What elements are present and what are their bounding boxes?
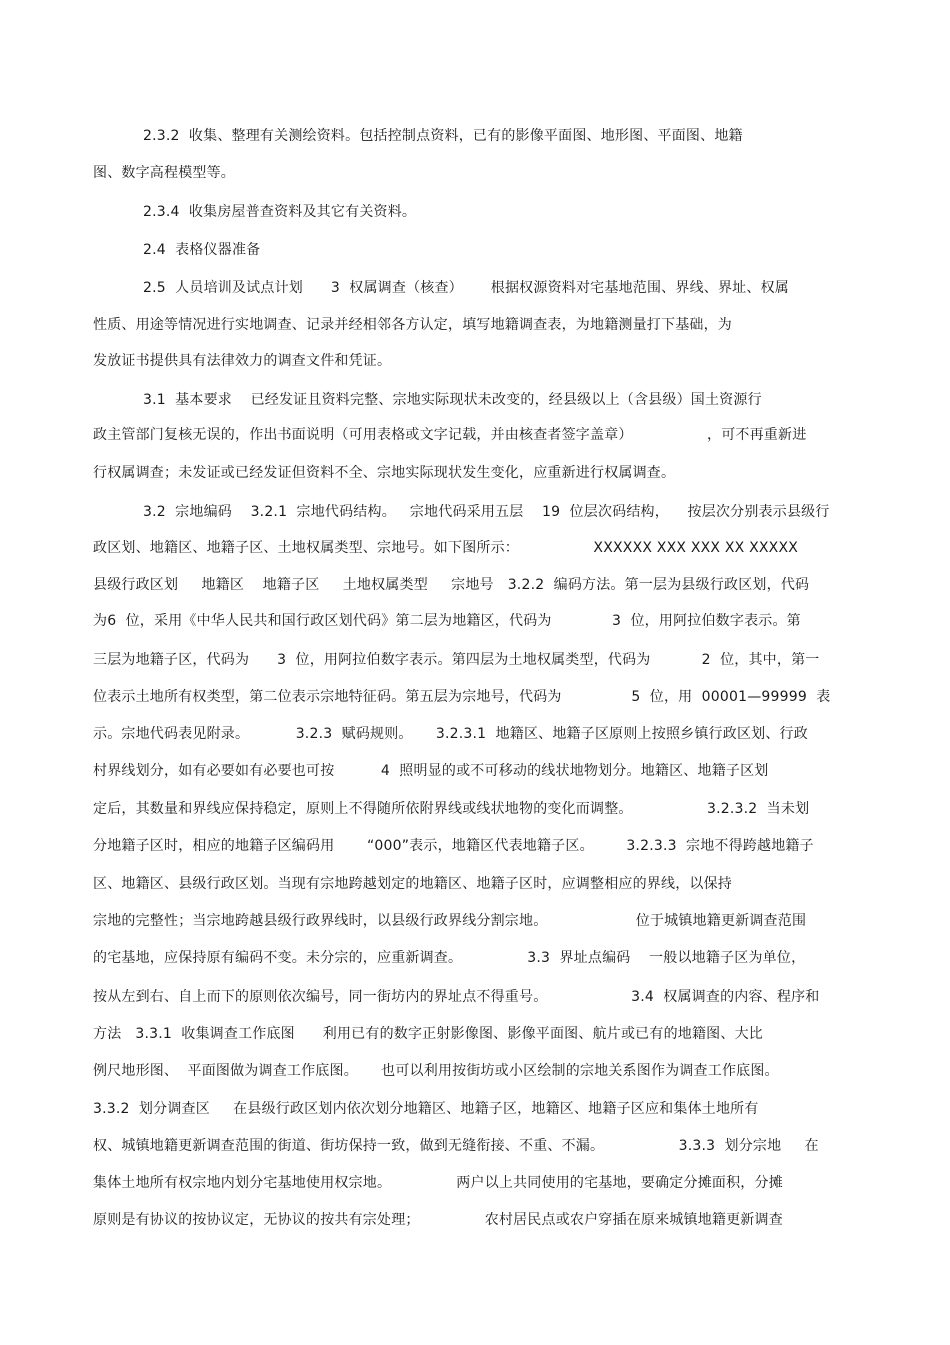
text-line: 原则是有协议的按协议定，无协议的按共有宗处理； 农村居民点或农户穿插在原来城镇地籍更新调查 [93,1212,783,1228]
text-line: 例尺地形图、 平面图做为调查工作底图。 也可以利用按街坊或小区绘制的宗地关系图作为调查工作底图。 [93,1063,779,1079]
text-line: 2.4 表格仪器准备 [143,242,261,258]
text-line: 2.3.2 收集、整理有关测绘资料。包括控制点资料，已有的影像平面图、地形图、平面图、地籍 [143,128,743,144]
text-line: 行权属调查；未发证或已经发证但资料不全、宗地实际现状发生变化，应重新进行权属调查。 [93,465,676,481]
text-line: 集体土地所有权宗地内划分宅基地使用权宗地。 两户以上共同使用的宅基地，要确定分摊面积，分摊 [93,1175,783,1191]
text-line: 按从左到右、自上而下的原则依次编号，同一街坊内的界址点不得重号。 3.4 权属调查的内容、程序和 [93,989,820,1005]
text-line: 性质、用途等情况进行实地调查、记录并经相邻各方认定，填写地籍调查表，为地籍测量打下基础，为 [93,317,732,333]
text-line: 3.3.2 划分调查区 在县级行政区划内依次划分地籍区、地籍子区，地籍区、地籍子区应和集体土地所有 [93,1101,759,1117]
text-line: 政区划、地籍区、地籍子区、土地权属类型、宗地号。如下图所示： XXXXXX XXX XXX XX XXXXX [93,540,799,556]
text-line: 示。宗地代码表见附录。 3.2.3 赋码规则。 3.2.3.1 地籍区、地籍子区原则上按照乡镇行政区划、行政 [93,726,808,742]
text-line: 区、地籍区、县级行政区划。当现有宗地跨越划定的地籍区、地籍子区时，应调整相应的界线，以保持 [93,876,732,892]
text-line: 的宅基地，应保持原有编码不变。未分宗的，应重新调查。 3.3 界址点编码 一般以地籍子区为单位， [93,950,806,966]
text-line: 2.3.4 收集房屋普查资料及其它有关资料。 [143,204,417,220]
text-line: 方法 3.3.1 收集调查工作底图 利用已有的数字正射影像图、影像平面图、航片或已有的地籍图、大比 [93,1026,763,1042]
text-line: 定后，其数量和界线应保持稳定，原则上不得随所依附界线或线状地物的变化而调整。 3.2.3.2 当未划 [93,801,810,817]
text-line: 2.5 人员培训及试点计划 3 权属调查（核查） 根据权源资料对宅基地范围、界线、界址、权属 [143,280,789,296]
text-line: 3.1 基本要求 已经发证且资料完整、宗地实际现状未改变的，经县级以上（含县级）国土资源行 [143,392,762,408]
text-line: 村界线划分，如有必要如有必要也可按 4 照明显的或不可移动的线状地物划分。地籍区、地籍子区划 [93,763,769,779]
text-line: 分地籍子区时，相应的地籍子区编码用 “000”表示，地籍区代表地籍子区。 3.2.3.3 宗地不得跨越地籍子 [93,838,814,854]
text-line: 政主管部门复核无误的，作出书面说明（可用表格或文字记载，并由核查者签字盖章） ，可不再重新进 [93,427,807,443]
text-line: 图、数字高程模型等。 [93,165,235,181]
text-line: 发放证书提供具有法律效力的调查文件和凭证。 [93,353,392,369]
text-line: 权、城镇地籍更新调查范围的街道、街坊保持一致，做到无缝衔接、不重、不漏。 3.3.3 划分宗地 在 [93,1138,819,1154]
text-line: 位表示土地所有权类型，第二位表示宗地特征码。第五层为宗地号，代码为 5 位，用 00001—99999 表 [93,689,831,705]
text-line: 宗地的完整性；当宗地跨越县级行政界线时，以县级行政界线分割宗地。 位于城镇地籍更新调查范围 [93,913,807,929]
text-line: 3.2 宗地编码 3.2.1 宗地代码结构。 宗地代码采用五层 19 位层次码结构， 按层次分别表示县级行 [143,504,830,520]
text-line: 为6 位，采用《中华人民共和国行政区划代码》第二层为地籍区，代码为 3 位，用阿拉伯数字表示。第 [93,613,801,629]
text-line: 县级行政区划 地籍区 地籍子区 土地权属类型 宗地号 3.2.2 编码方法。第一层为县级行政区划，代码 [93,577,810,593]
text-line: 三层为地籍子区，代码为 3 位，用阿拉伯数字表示。第四层为土地权属类型，代码为 2 位，其中，第一 [93,652,820,668]
